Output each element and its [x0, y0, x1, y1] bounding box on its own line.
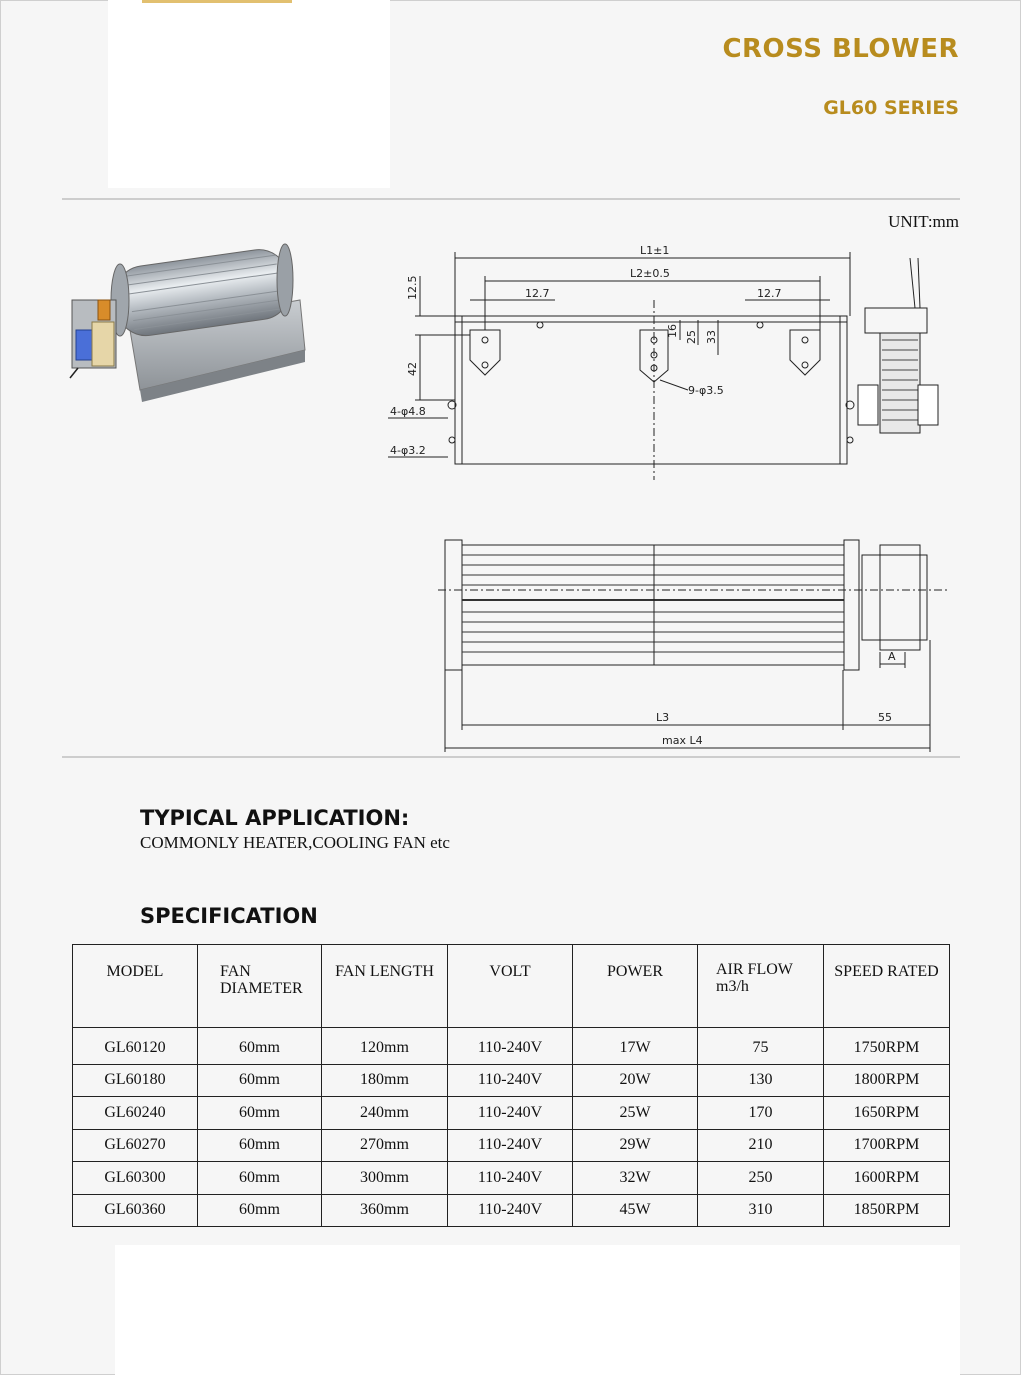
table-cell: 60mm — [198, 1097, 322, 1130]
column-header: POWER — [573, 945, 698, 1028]
table-cell: 1700RPM — [824, 1129, 950, 1162]
table-cell: GL60240 — [73, 1097, 198, 1130]
dim-hole-4-32: 4-φ3.2 — [390, 444, 426, 457]
table-cell: 210 — [698, 1129, 824, 1162]
table-cell: 60mm — [198, 1028, 322, 1065]
table-cell: 17W — [573, 1028, 698, 1065]
table-cell: 270mm — [322, 1129, 448, 1162]
table-cell: GL60180 — [73, 1064, 198, 1097]
dim-a: A — [888, 650, 896, 663]
table-cell: 250 — [698, 1162, 824, 1195]
table-cell: GL60270 — [73, 1129, 198, 1162]
page-title: CROSS BLOWER — [722, 34, 959, 64]
table-cell: 60mm — [198, 1129, 322, 1162]
dim-12-7-right: 12.7 — [757, 287, 782, 300]
table-cell: 110-240V — [448, 1097, 573, 1130]
table-cell: 170 — [698, 1097, 824, 1130]
column-header: FAN LENGTH — [322, 945, 448, 1028]
dim-25: 25 — [685, 330, 698, 344]
table-cell: 60mm — [198, 1064, 322, 1097]
column-header: MODEL — [73, 945, 198, 1028]
table-cell: 1750RPM — [824, 1028, 950, 1065]
dim-l3: L3 — [656, 711, 670, 724]
dim-l2: L2±0.5 — [630, 267, 670, 280]
column-header: AIR FLOW m3/h — [698, 945, 824, 1028]
unit-label: UNIT:mm — [888, 212, 959, 231]
series-subtitle: GL60 SERIES — [823, 97, 959, 119]
column-header: FAN DIAMETER — [198, 945, 322, 1028]
table-cell: 110-240V — [448, 1194, 573, 1227]
table-cell: 25W — [573, 1097, 698, 1130]
table-cell: 1650RPM — [824, 1097, 950, 1130]
dim-12-5: 12.5 — [406, 275, 419, 300]
blank-panel-bottom — [115, 1245, 960, 1375]
table-cell: 1600RPM — [824, 1162, 950, 1195]
table-cell: 29W — [573, 1129, 698, 1162]
table-cell: 110-240V — [448, 1162, 573, 1195]
table-cell: 240mm — [322, 1097, 448, 1130]
table-cell: 1800RPM — [824, 1064, 950, 1097]
table-cell: 110-240V — [448, 1064, 573, 1097]
table-cell: 75 — [698, 1028, 824, 1065]
dim-hole-9-35: 9-φ3.5 — [688, 384, 724, 397]
column-header: SPEED RATED — [824, 945, 950, 1028]
table-cell: GL60120 — [73, 1028, 198, 1065]
divider-bottom — [62, 756, 960, 758]
table-row — [73, 1194, 950, 1227]
table-cell: 130 — [698, 1064, 824, 1097]
table-cell: GL60360 — [73, 1194, 198, 1227]
divider-top — [62, 198, 960, 200]
table-cell: 180mm — [322, 1064, 448, 1097]
column-header: VOLT — [448, 945, 573, 1028]
table-cell: 45W — [573, 1194, 698, 1227]
table-header-row — [73, 945, 950, 1028]
dim-16: 16 — [666, 324, 679, 338]
dim-42: 42 — [406, 362, 419, 376]
accent-stripe — [142, 0, 292, 3]
table-row — [73, 1162, 950, 1195]
table-cell: 60mm — [198, 1194, 322, 1227]
dim-12-7-left: 12.7 — [525, 287, 550, 300]
table-cell: 300mm — [322, 1162, 448, 1195]
specification-heading: SPECIFICATION — [140, 904, 318, 928]
dim-hole-4-48: 4-φ4.8 — [390, 405, 426, 418]
table-row — [73, 1064, 950, 1097]
table-cell: 360mm — [322, 1194, 448, 1227]
dim-l1: L1±1 — [640, 244, 670, 257]
table-cell: 110-240V — [448, 1129, 573, 1162]
dim-max-l4: max L4 — [662, 734, 703, 747]
dim-33: 33 — [705, 330, 718, 344]
table-cell: 310 — [698, 1194, 824, 1227]
specification-table — [72, 944, 950, 1227]
table-cell: GL60300 — [73, 1162, 198, 1195]
table-cell: 110-240V — [448, 1028, 573, 1065]
table-row — [73, 1129, 950, 1162]
table-row — [73, 1097, 950, 1130]
table-cell: 20W — [573, 1064, 698, 1097]
table-cell: 32W — [573, 1162, 698, 1195]
dim-55: 55 — [878, 711, 892, 724]
table-cell: 60mm — [198, 1162, 322, 1195]
table-cell: 120mm — [322, 1028, 448, 1065]
application-heading: TYPICAL APPLICATION: — [140, 806, 410, 830]
table-row — [73, 1028, 950, 1065]
blank-panel-top — [108, 0, 390, 188]
table-cell: 1850RPM — [824, 1194, 950, 1227]
application-text: COMMONLY HEATER,COOLING FAN etc — [140, 833, 450, 852]
